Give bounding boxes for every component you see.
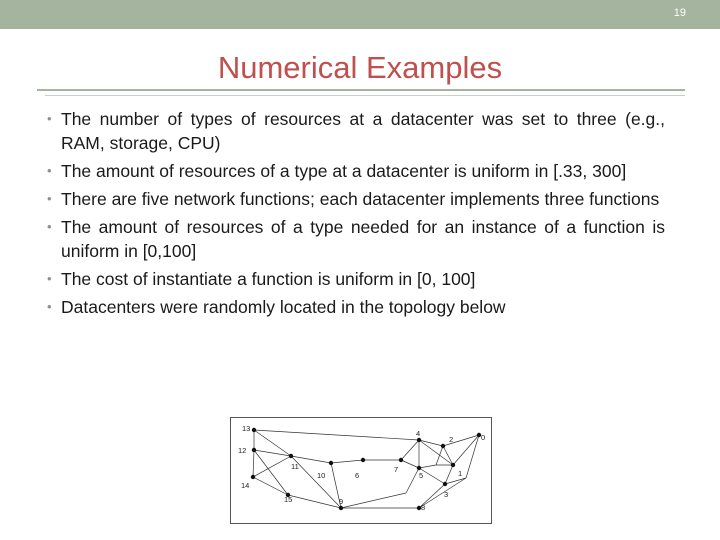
node-label: 1 (458, 469, 463, 478)
node-13 (252, 428, 256, 432)
node-2 (441, 444, 445, 448)
network-topology-diagram (230, 417, 492, 524)
node-7 (399, 458, 403, 462)
node-14 (251, 475, 255, 479)
bullet-text: The amount of resources of a type needed for an instance of a function is uniform in [0,100] (61, 217, 665, 261)
bullet-text: The cost of instantiate a function is uniform in [0, 100] (61, 269, 476, 289)
bullet-icon: • (47, 271, 52, 286)
topology-svg (231, 418, 491, 523)
bullet-icon: • (47, 191, 52, 206)
node-9 (339, 506, 343, 510)
node-label: 4 (416, 429, 421, 438)
bullet-item (47, 267, 665, 291)
bullet-text: There are five network functions; each datacenter implements three functions (61, 189, 660, 209)
title-divider-thin (45, 95, 685, 96)
node-4 (417, 438, 421, 442)
bullet-icon: • (47, 299, 52, 314)
bullet-text: Datacenters were randomly located in the topology below (61, 297, 506, 317)
node-12 (252, 448, 256, 452)
title-divider (37, 89, 685, 91)
node-label: 8 (421, 503, 426, 512)
bullet-icon: • (47, 163, 52, 178)
slide-title: Numerical Examples (217, 50, 503, 85)
node-11 (289, 454, 293, 458)
node-label: 9 (339, 497, 344, 506)
node-label: 13 (242, 424, 251, 433)
bullet-icon: • (47, 111, 52, 126)
bullet-list (47, 107, 665, 323)
bullet-item (47, 215, 665, 263)
node-label: 6 (355, 471, 360, 480)
topology-labels (238, 424, 485, 512)
bullet-text: The number of types of resources at a datacenter was set to three (e.g., RAM, storage, CPU) (61, 109, 665, 153)
node-label: 0 (481, 433, 486, 442)
header-bar (0, 0, 720, 29)
node-3 (443, 482, 447, 486)
node-label: 11 (291, 462, 299, 471)
bullet-icon: • (47, 219, 52, 234)
bullet-item (47, 107, 665, 155)
node-label: 7 (394, 465, 399, 474)
node-1 (451, 463, 455, 467)
node-label: 15 (284, 495, 293, 504)
node-10 (329, 461, 333, 465)
bullet-text: The amount of resources of a type at a datacenter is uniform in [.33, 300] (61, 161, 627, 181)
node-label: 2 (449, 435, 454, 444)
bullet-item (47, 295, 665, 319)
node-label: 14 (241, 481, 250, 490)
bullet-item (47, 159, 665, 183)
node-label: 12 (238, 446, 247, 455)
node-5 (417, 466, 421, 470)
bullet-item (47, 187, 665, 211)
node-label: 3 (444, 490, 449, 499)
node-6 (361, 458, 365, 462)
node-label: 10 (317, 471, 326, 480)
slide-number: 19 (673, 7, 686, 19)
node-label: 5 (419, 471, 424, 480)
